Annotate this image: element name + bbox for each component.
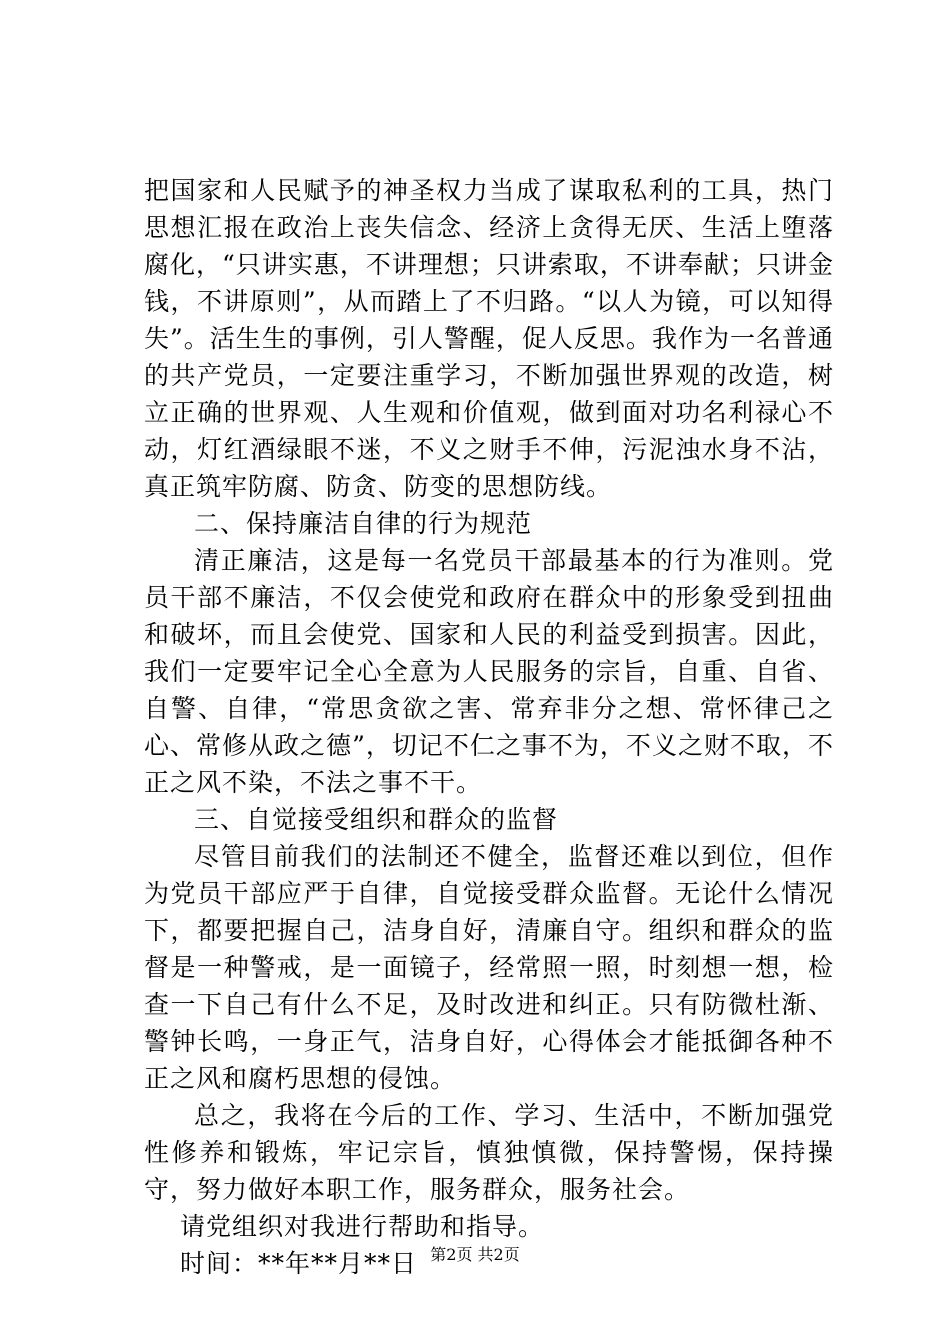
date-line: 时间：**年**月**日 bbox=[180, 1249, 418, 1278]
page-number-footer: 第2页 共2页 bbox=[430, 1245, 520, 1264]
paragraph-conclusion: 总之，我将在今后的工作、学习、生活中，不断加强党性修养和锻炼，牢记宗旨，慎独慎微，保持警惕，保持操守，努力做好本职工作，服务群众，服务社会。 bbox=[144, 1101, 834, 1204]
paragraph-supervision: 尽管目前我们的法制还不健全，监督还难以到位，但作为党员干部应严于自律，自觉接受群众监督。无论什么情况下，都要把握自己，洁身自好，清廉自守。组织和群众的监督是一种警戒，是一面镜子，经常照一照，时刻想一想，检查一下自己有什么不足，及时改进和纠正。只有防微杜渐、警钟长鸣，一身正气，洁身自好，心得体会才能抵御各种不正之风和腐朽思想的侵蚀。 bbox=[144, 842, 834, 1093]
document-body bbox=[144, 172, 834, 1282]
paragraph-continuation: 把国家和人民赋予的神圣权力当成了谋取私利的工具，热门思想汇报在政治上丧失信念、经济上贪得无厌、生活上堕落腐化，“只讲实惠，不讲理想；只讲索取，不讲奉献；只讲金钱，不讲原则”，从而踏上了不归路。“以人为镜，可以知得失”。活生生的事例，引人警醒，促人反思。我作为一名普通的共产党员，一定要注重学习，不断加强世界观的改造，树立正确的世界观、人生观和价值观，做到面对功名利禄心不动，灯红酒绿眼不迷，不义之财手不伸，污泥浊水身不沾，真正筑牢防腐、防贪、防变的思想防线。 bbox=[144, 176, 834, 501]
section-heading-3: 三、自觉接受组织和群众的监督 bbox=[194, 805, 559, 834]
section-heading-2: 二、保持廉洁自律的行为规范 bbox=[194, 509, 533, 538]
paragraph-integrity: 清正廉洁，这是每一名党员干部最基本的行为准则。党员干部不廉洁，不仅会使党和政府在群众中的形象受到扭曲和破坏，而且会使党、国家和人民的利益受到损害。因此，我们一定要牢记全心全意为人民服务的宗旨，自重、自省、自警、自律，“常思贪欲之害、常弃非分之想、常怀律己之心、常修从政之德”，切记不仁之事不为，不义之财不取，不正之风不染，不法之事不干。 bbox=[144, 546, 834, 797]
closing-request: 请党组织对我进行帮助和指导。 bbox=[180, 1212, 545, 1241]
